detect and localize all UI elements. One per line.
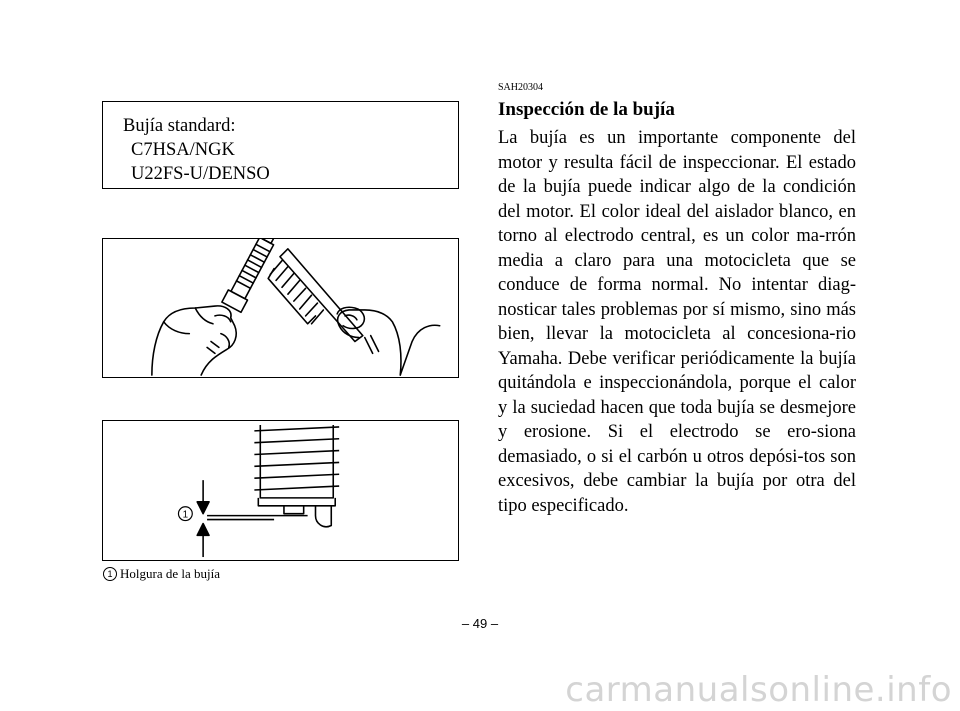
spec-denso: U22FS-U/DENSO xyxy=(131,164,270,184)
caption-text: Holgura de la bujía xyxy=(120,566,220,581)
figure-caption xyxy=(103,566,220,582)
section-code: SAH20304 xyxy=(498,82,544,93)
gap-callout-number: 1 xyxy=(182,509,189,521)
spec-ngk: C7HSA/NGK xyxy=(131,140,235,160)
caption-number-badge: 1 xyxy=(103,567,117,581)
hands-brush-spark-plug-illustration xyxy=(103,239,458,377)
page-number: – 49 – xyxy=(461,616,499,631)
spec-title: Bujía standard: xyxy=(123,116,236,136)
spark-plug-gap-illustration xyxy=(103,421,458,560)
watermark-text: carmanualsonline.info xyxy=(565,670,952,710)
section-body: La bujía es un importante componente del motor y resulta fácil de inspeccionar. El estado de la bujía puede indicar algo de la condición del motor. El color ideal del aislador blanco, en torno al electrodo central, es un color ma-rrón media a claro para una motocicleta que se conduce de forma normal. No intentar diag-nosticar tales problemas por sí mismo, sino más bien, llevar la motocicleta al concesiona-rio Yamaha. Debe verificar periódicamente la bujía quitándola e inspeccionándola, porque el calor y la suciedad hacen que toda bujía se desmejore y erosione. Si el electrodo se ero-siona demasiado, o si el carbón u otros depósi-tos son excesivos, debe cambiar la bujía por otra del tipo especificado. xyxy=(498,128,856,516)
section-heading: Inspección de la bujía xyxy=(498,99,675,120)
figure-cleaning-spark-plug xyxy=(102,238,459,378)
spark-plug-spec-box xyxy=(102,101,459,189)
figure-spark-plug-gap xyxy=(102,420,459,561)
